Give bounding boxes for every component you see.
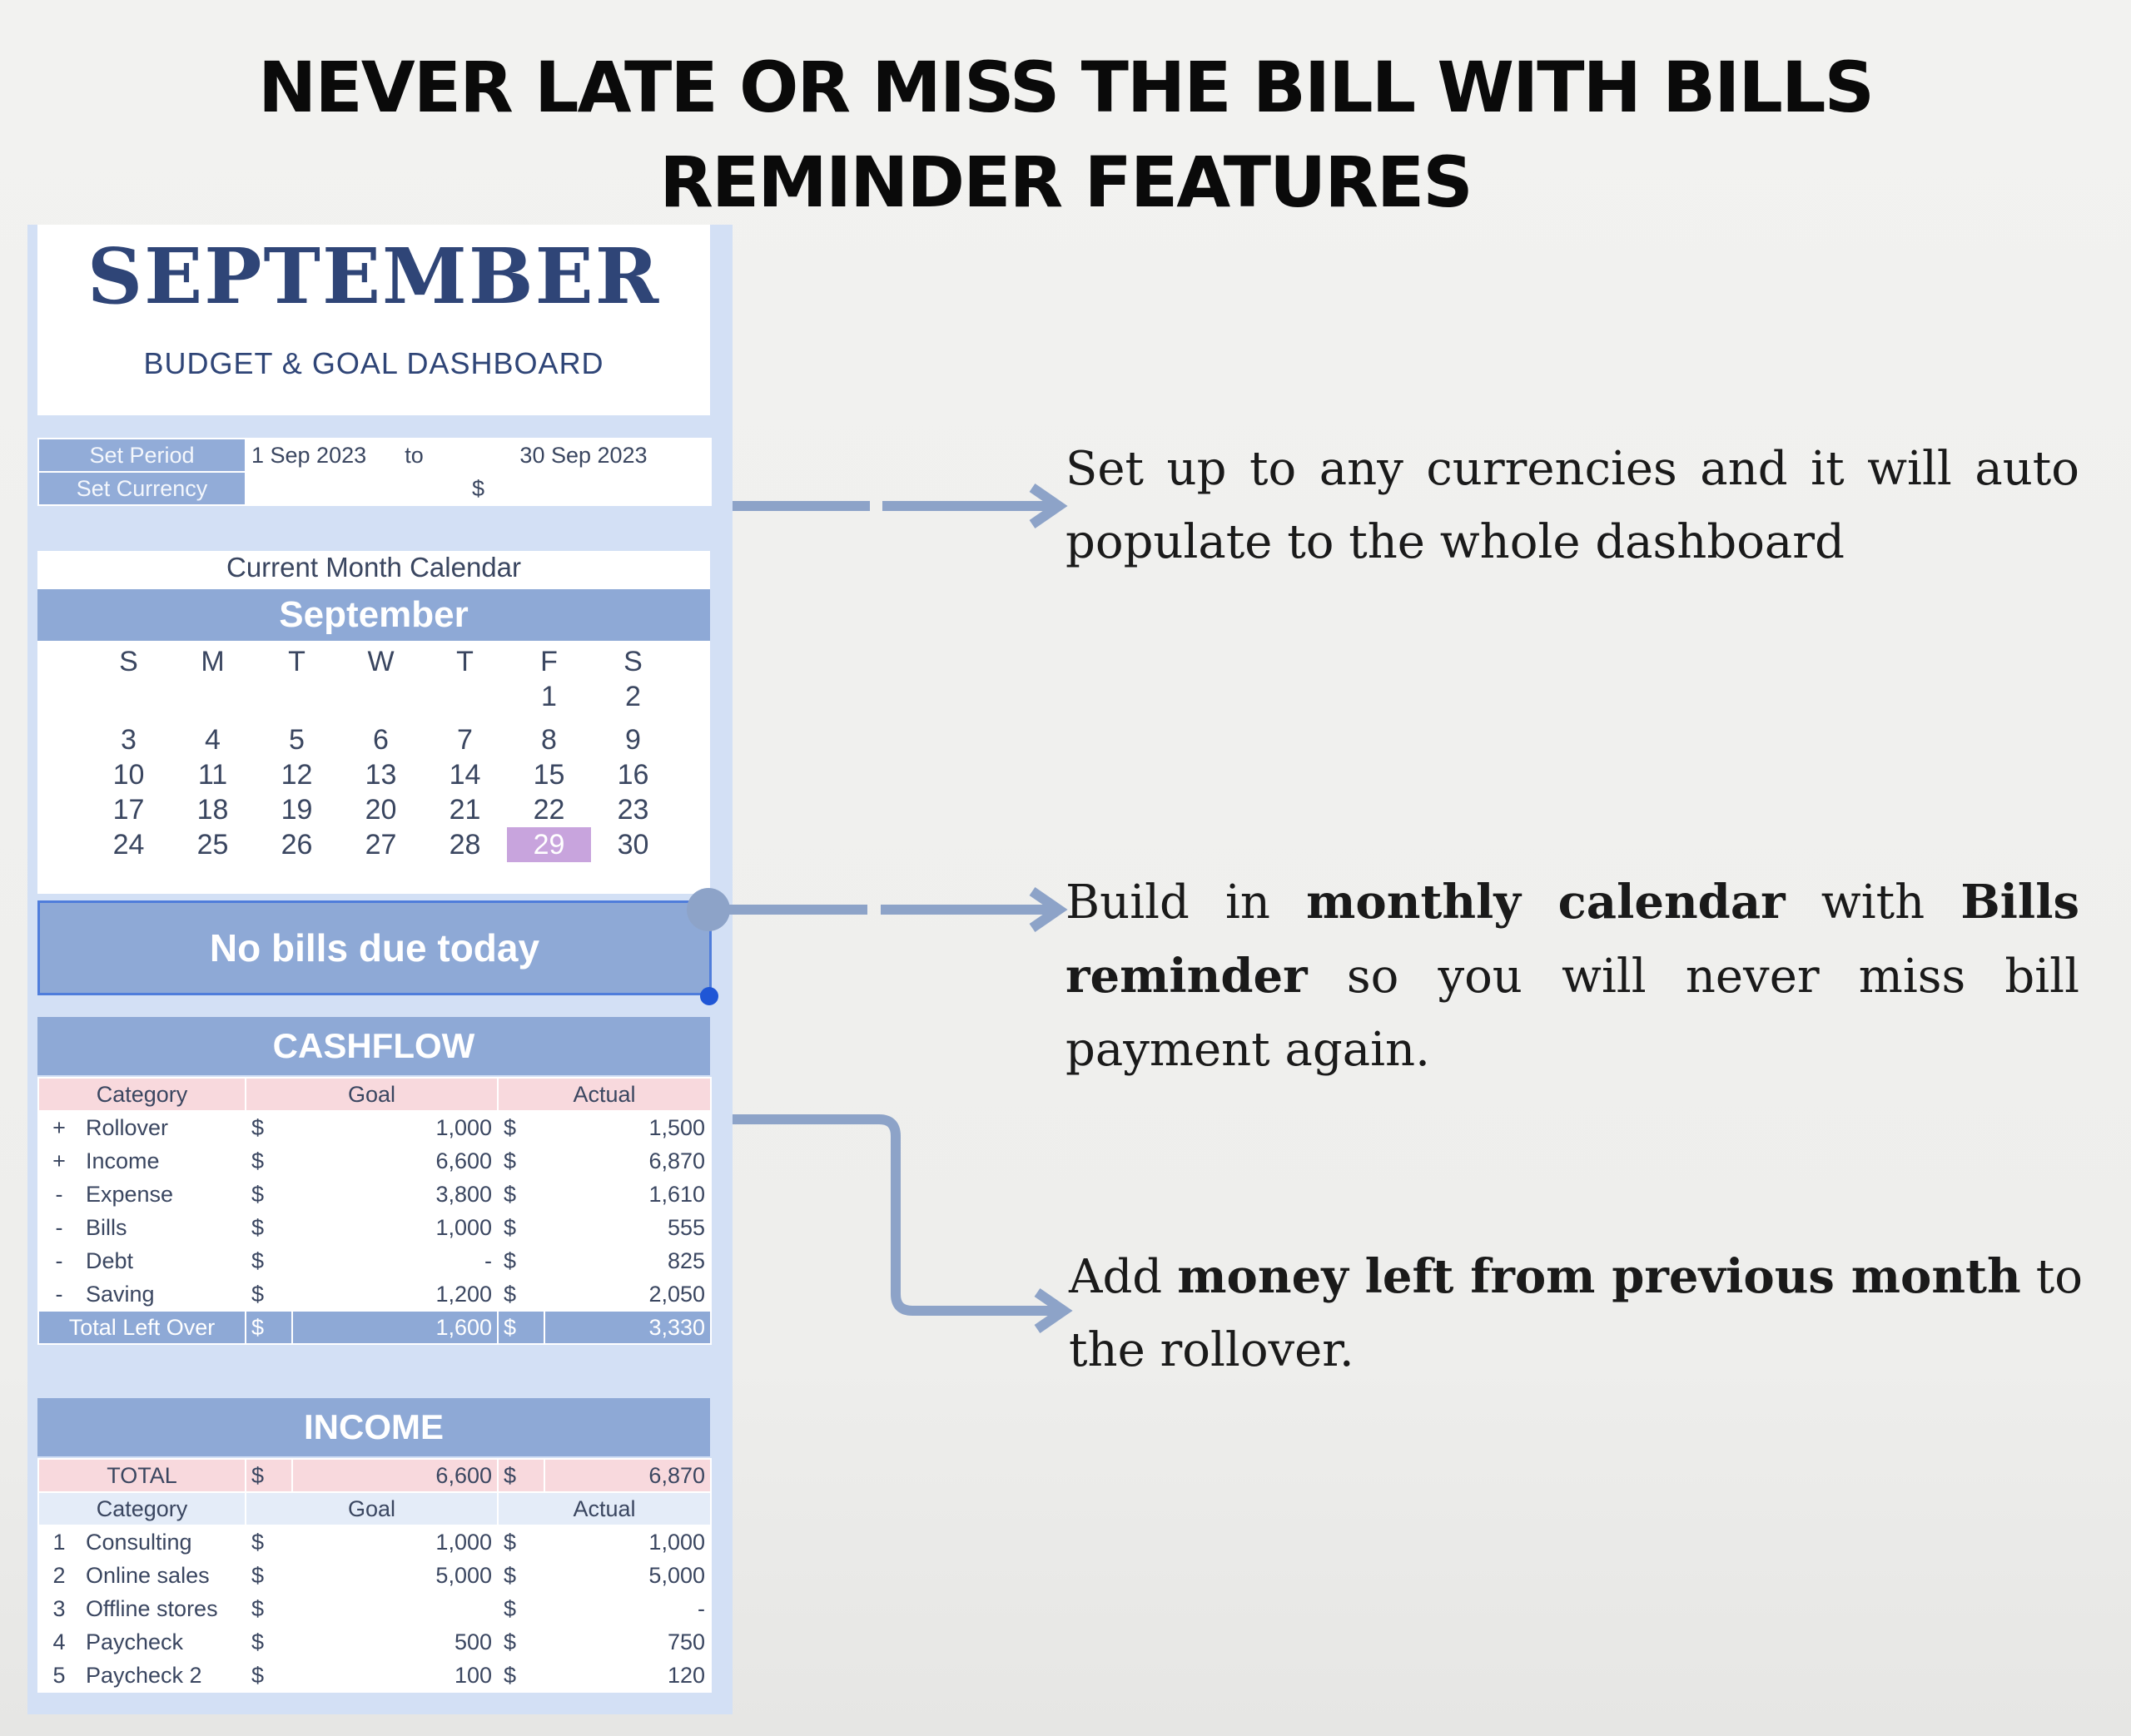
income-header-category: Category xyxy=(38,1492,246,1525)
row-category[interactable]: Paycheck 2 xyxy=(80,1659,246,1692)
currency-symbol: $ xyxy=(498,1659,544,1692)
calendar-day[interactable]: 18 xyxy=(196,794,229,826)
currency-symbol: $ xyxy=(246,1625,292,1659)
calendar-day-today[interactable]: 29 xyxy=(507,827,591,862)
income-total-actual: 6,870 xyxy=(544,1459,711,1492)
row-actual[interactable]: - xyxy=(544,1592,711,1625)
calendar-day[interactable]: 21 xyxy=(449,794,481,826)
currency-symbol: $ xyxy=(498,1144,544,1178)
currency-callout xyxy=(1066,433,2079,579)
cashflow-title: CASHFLOW xyxy=(37,1017,710,1075)
calendar-day[interactable]: 28 xyxy=(449,829,481,861)
row-marker: 1 xyxy=(38,1525,80,1559)
period-start-field[interactable]: 1 Sep 2023 xyxy=(246,439,372,472)
calendar-day[interactable]: 3 xyxy=(121,724,137,756)
calendar-day[interactable]: 15 xyxy=(533,759,565,791)
cashflow-header-category: Category xyxy=(38,1078,246,1111)
row-marker: - xyxy=(38,1211,80,1244)
row-marker: 5 xyxy=(38,1659,80,1692)
currency-symbol: $ xyxy=(498,1559,544,1592)
calendar-day[interactable]: 1 xyxy=(541,681,557,712)
calendar-day[interactable]: 26 xyxy=(281,829,313,861)
calendar-month-bar: September xyxy=(37,589,710,641)
calendar-day[interactable]: 11 xyxy=(197,759,228,791)
row-goal[interactable]: 500 xyxy=(292,1625,498,1659)
currency-symbol: $ xyxy=(498,1525,544,1559)
currency-symbol: $ xyxy=(246,1525,292,1559)
total-goal-value: 1,600 xyxy=(292,1311,498,1344)
row-goal[interactable]: 1,000 xyxy=(292,1525,498,1559)
row-marker: + xyxy=(38,1144,80,1178)
calendar-callout xyxy=(1066,866,2079,1087)
calendar-day[interactable]: 10 xyxy=(112,759,145,791)
calendar-weekday: T xyxy=(456,646,474,677)
row-actual[interactable]: 5,000 xyxy=(544,1559,711,1592)
row-marker: 2 xyxy=(38,1559,80,1592)
period-end-field[interactable]: 30 Sep 2023 xyxy=(456,439,711,472)
calendar-day[interactable]: 23 xyxy=(617,794,649,826)
calendar-callout-text: Build in xyxy=(1066,875,1307,930)
calendar-callout-text: with xyxy=(1785,875,1961,930)
calendar-weekday: T xyxy=(288,646,305,677)
calendar-callout-bold: Bills reminder xyxy=(1066,875,2080,1004)
income-total-label: TOTAL xyxy=(38,1459,246,1492)
calendar-day[interactable]: 17 xyxy=(112,794,145,826)
currency-symbol: $ xyxy=(246,1659,292,1692)
row-goal[interactable]: 6,600 xyxy=(292,1144,498,1178)
currency-symbol: $ xyxy=(246,1244,292,1277)
row-category[interactable]: Offline stores xyxy=(80,1592,246,1625)
calendar-day[interactable]: 19 xyxy=(281,794,313,826)
calendar-day[interactable]: 14 xyxy=(449,759,481,791)
row-category[interactable]: Saving xyxy=(80,1277,246,1311)
currency-symbol: $ xyxy=(498,1311,544,1344)
row-actual[interactable]: 6,870 xyxy=(544,1144,711,1178)
row-category[interactable]: Consulting xyxy=(80,1525,246,1559)
cashflow-header-actual: Actual xyxy=(498,1078,711,1111)
income-title: INCOME xyxy=(37,1398,710,1456)
currency-symbol: $ xyxy=(246,1311,292,1344)
row-marker: 3 xyxy=(38,1592,80,1625)
rollover-callout-text: to the rollover. xyxy=(1069,1250,2083,1377)
row-category[interactable]: Online sales xyxy=(80,1559,246,1592)
calendar-day[interactable]: 8 xyxy=(541,724,557,756)
row-actual[interactable]: 750 xyxy=(544,1625,711,1659)
row-category[interactable]: Paycheck xyxy=(80,1625,246,1659)
rollover-connector-line xyxy=(733,1119,1056,1311)
row-marker: - xyxy=(38,1277,80,1311)
row-actual[interactable]: 825 xyxy=(544,1244,711,1277)
calendar-day[interactable]: 4 xyxy=(205,724,221,756)
row-actual[interactable]: 1,500 xyxy=(544,1111,711,1144)
income-header-goal: Goal xyxy=(246,1492,498,1525)
row-marker: 4 xyxy=(38,1625,80,1659)
cashflow-header-goal: Goal xyxy=(246,1078,498,1111)
currency-symbol: $ xyxy=(498,1111,544,1144)
currency-symbol: $ xyxy=(498,1244,544,1277)
rollover-callout xyxy=(1069,1240,2083,1387)
income-total-goal: 6,600 xyxy=(292,1459,498,1492)
currency-symbol: $ xyxy=(498,1459,544,1492)
row-category[interactable]: Income xyxy=(80,1144,246,1178)
row-goal[interactable]: 1,200 xyxy=(292,1277,498,1311)
calendar-day[interactable]: 5 xyxy=(289,724,305,756)
calendar-callout-bold: monthly calendar xyxy=(1306,875,1786,930)
row-goal[interactable]: 100 xyxy=(292,1659,498,1692)
calendar-day[interactable]: 24 xyxy=(112,829,145,861)
rollover-callout-bold: money left from previous month xyxy=(1177,1249,2021,1304)
row-goal[interactable]: 5,000 xyxy=(292,1559,498,1592)
calendar-day[interactable]: 16 xyxy=(617,759,649,791)
currency-symbol: $ xyxy=(246,1559,292,1592)
calendar-day[interactable]: 30 xyxy=(617,829,649,861)
set-period-label: Set Period xyxy=(38,439,246,472)
row-actual[interactable]: 555 xyxy=(544,1211,711,1244)
currency-symbol: $ xyxy=(498,1211,544,1244)
headline-line-2: REMINDER FEATURES xyxy=(659,141,1472,223)
calendar-day[interactable]: 2 xyxy=(625,681,641,712)
row-actual[interactable]: 2,050 xyxy=(544,1277,711,1311)
currency-callout-line-2: populate to the whole dashboard xyxy=(1066,515,1845,569)
rollover-callout-text: Add xyxy=(1069,1250,1178,1304)
row-goal[interactable]: 1,000 xyxy=(292,1111,498,1144)
row-category[interactable]: Debt xyxy=(80,1244,246,1277)
currency-symbol: $ xyxy=(246,1178,292,1211)
currency-symbol: $ xyxy=(246,1144,292,1178)
calendar-day[interactable]: 7 xyxy=(457,724,473,756)
set-currency-label: Set Currency xyxy=(38,472,246,505)
row-marker: - xyxy=(38,1244,80,1277)
calendar-day[interactable]: 13 xyxy=(365,759,397,791)
row-actual[interactable]: 1,000 xyxy=(544,1525,711,1559)
calendar-weekday: F xyxy=(540,646,558,677)
calendar-day[interactable]: 20 xyxy=(365,794,397,826)
calendar-weekday: S xyxy=(623,646,643,677)
calendar-day[interactable]: 12 xyxy=(281,759,313,791)
calendar-day[interactable]: 22 xyxy=(533,794,565,826)
bills-reminder-banner[interactable]: No bills due today xyxy=(37,900,712,995)
month-title: SEPTEMBER xyxy=(87,231,661,321)
currency-symbol: $ xyxy=(246,1592,292,1625)
currency-symbol: $ xyxy=(246,1277,292,1311)
calendar-callout-text: so you will never miss bill payment again. xyxy=(1066,950,2079,1077)
currency-symbol: $ xyxy=(246,1211,292,1244)
total-actual-value: 3,330 xyxy=(544,1311,711,1344)
dashboard-subtitle: BUDGET & GOAL DASHBOARD xyxy=(143,346,604,380)
calendar-day[interactable]: 6 xyxy=(373,724,389,756)
calendar-weekday: M xyxy=(201,646,225,677)
row-category[interactable]: Bills xyxy=(80,1211,246,1244)
row-category[interactable]: Expense xyxy=(80,1178,246,1211)
row-goal[interactable]: - xyxy=(292,1244,498,1277)
calendar-day[interactable]: 25 xyxy=(196,829,229,861)
calendar-day[interactable]: 9 xyxy=(625,724,641,756)
calendar-connector-dot xyxy=(687,888,730,931)
currency-symbol: $ xyxy=(498,1277,544,1311)
calendar-weekday: S xyxy=(119,646,138,677)
currency-symbol: $ xyxy=(498,1178,544,1211)
period-to-label: to xyxy=(372,439,456,472)
currency-symbol: $ xyxy=(498,1625,544,1659)
total-left-over-label: Total Left Over xyxy=(38,1311,246,1344)
headline-line-1: NEVER LATE OR MISS THE BILL WITH BILLS xyxy=(258,47,1873,128)
calendar-weekday: W xyxy=(367,646,395,677)
currency-symbol: $ xyxy=(498,1592,544,1625)
currency-callout-line-1: Set up to any currencies and it will auto xyxy=(1066,442,2079,496)
calendar-day[interactable]: 27 xyxy=(365,829,397,861)
currency-symbol: $ xyxy=(246,1459,292,1492)
row-marker: - xyxy=(38,1178,80,1211)
row-goal[interactable]: 1,000 xyxy=(292,1211,498,1244)
row-category[interactable]: Rollover xyxy=(80,1111,246,1144)
currency-symbol: $ xyxy=(246,1111,292,1144)
row-goal[interactable]: 3,800 xyxy=(292,1178,498,1211)
row-marker: + xyxy=(38,1111,80,1144)
income-header-actual: Actual xyxy=(498,1492,711,1525)
row-actual[interactable]: 120 xyxy=(544,1659,711,1692)
currency-field[interactable]: $ xyxy=(246,472,711,505)
calendar-label: Current Month Calendar xyxy=(226,552,521,583)
row-actual[interactable]: 1,610 xyxy=(544,1178,711,1211)
